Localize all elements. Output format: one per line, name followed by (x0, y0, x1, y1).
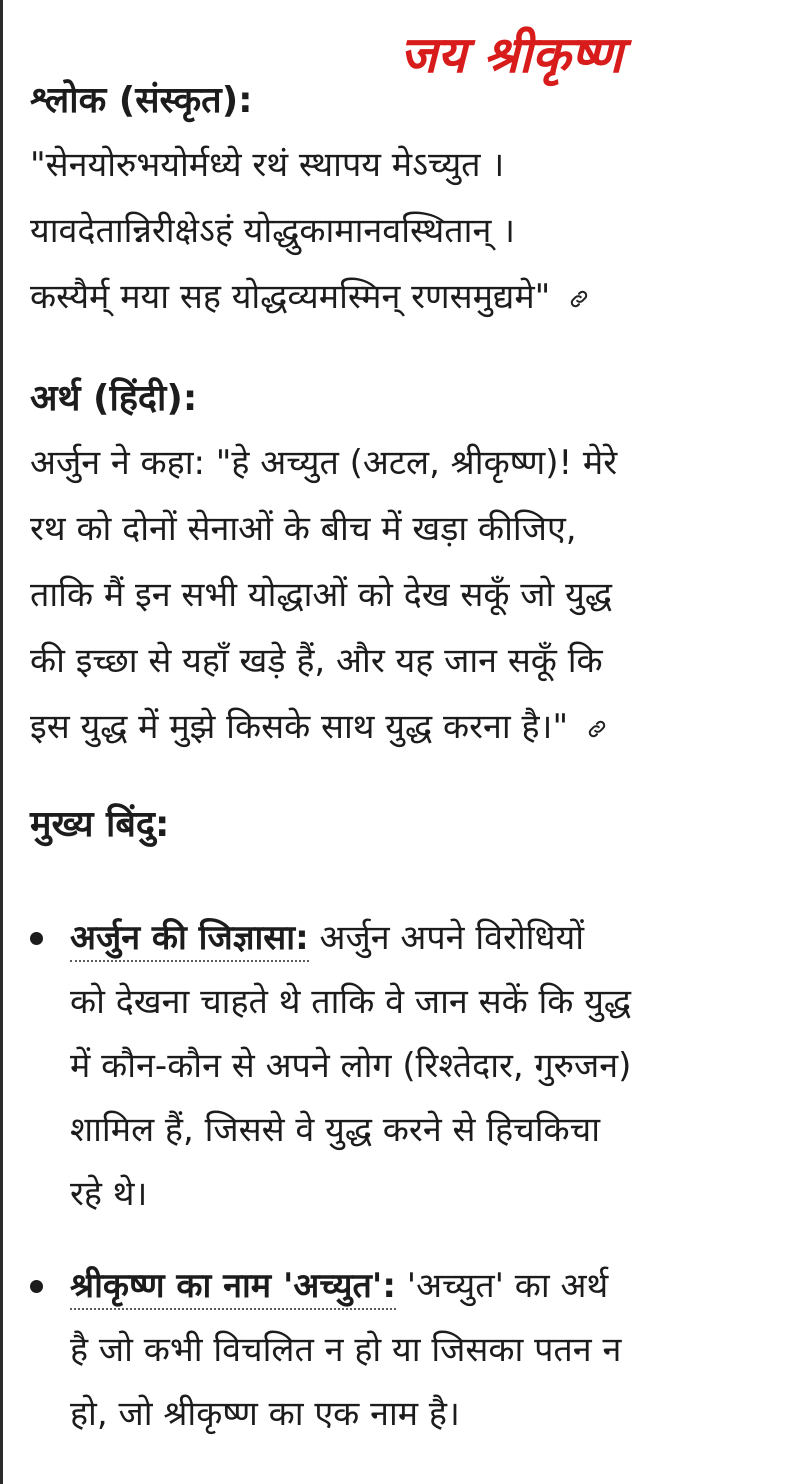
list-item-line: को देखना चाहते थे ताकि वे जान सकें कि युद्ध (70, 982, 632, 1022)
list-item-line: है जो कभी विचलित न हो या जिसका पतन न (70, 1330, 622, 1370)
meaning-line-last: इस युद्ध में मुझे किसके साथ युद्ध करना है।" (30, 694, 770, 760)
watermark-text: जय श्रीकृष्ण (400, 26, 623, 84)
key-points-list (30, 906, 770, 1446)
meaning-heading: अर्थ (हिंदी): (30, 378, 198, 419)
shloka-heading: श्लोक (संस्कृत): (30, 80, 253, 121)
key-term-link[interactable]: श्रीकृष्ण का नाम 'अच्युत': (70, 1266, 396, 1310)
bullet-dot-icon (30, 1280, 43, 1293)
link-icon[interactable] (568, 288, 590, 310)
shloka-line-last: कस्यैर्म् मया सह योद्धव्यमस्मिन् रणसमुद्यमे" (30, 264, 770, 330)
list-item-first-line: अर्जुन की जिज्ञासा: अर्जुन अपने विरोधियों (70, 906, 770, 970)
list-item-first-line: श्रीकृष्ण का नाम 'अच्युत': 'अच्युत' का अर्थ (70, 1254, 770, 1318)
shloka-text (30, 132, 770, 330)
key-term-link[interactable]: अर्जुन की जिज्ञासा: (70, 918, 309, 962)
meaning-line: अर्जुन ने कहा: "हे अच्युत (अटल, श्रीकृष्ण)! मेरे (30, 443, 618, 483)
left-edge-rule (0, 0, 3, 1484)
link-icon[interactable] (586, 718, 608, 740)
list-item (30, 1254, 770, 1446)
meaning-text (30, 430, 770, 760)
bullet-dot-icon (30, 932, 43, 945)
list-item-line: में कौन-कौन से अपने लोग (रिश्तेदार, गुरुजन) (70, 1046, 632, 1086)
list-item-line: शामिल हैं, जिससे वे युद्ध करने से हिचकिचा (70, 1110, 601, 1150)
meaning-line: ताकि मैं इन सभी योद्धाओं को देख सकूँ जो युद्ध (30, 575, 613, 615)
article-content (30, 70, 770, 1446)
list-item-line: रहे थे। (70, 1174, 148, 1214)
list-item (30, 906, 770, 1226)
key-points-heading: मुख्य बिंदु: (30, 804, 170, 845)
shloka-line: यावदेतान्निरीक्षेऽहं योद्धुकामानवस्थितान् । (30, 211, 516, 251)
shloka-line: "सेनयोरुभयोर्मध्ये रथं स्थापय मेऽच्युत । (30, 145, 505, 185)
meaning-line: रथ को दोनों सेनाओं के बीच में खड़ा कीजिए, (30, 509, 577, 549)
meaning-line: की इच्छा से यहाँ खड़े हैं, और यह जान सकूँ कि (30, 641, 603, 681)
list-item-line: हो, जो श्रीकृष्ण का एक नाम है। (70, 1394, 460, 1434)
